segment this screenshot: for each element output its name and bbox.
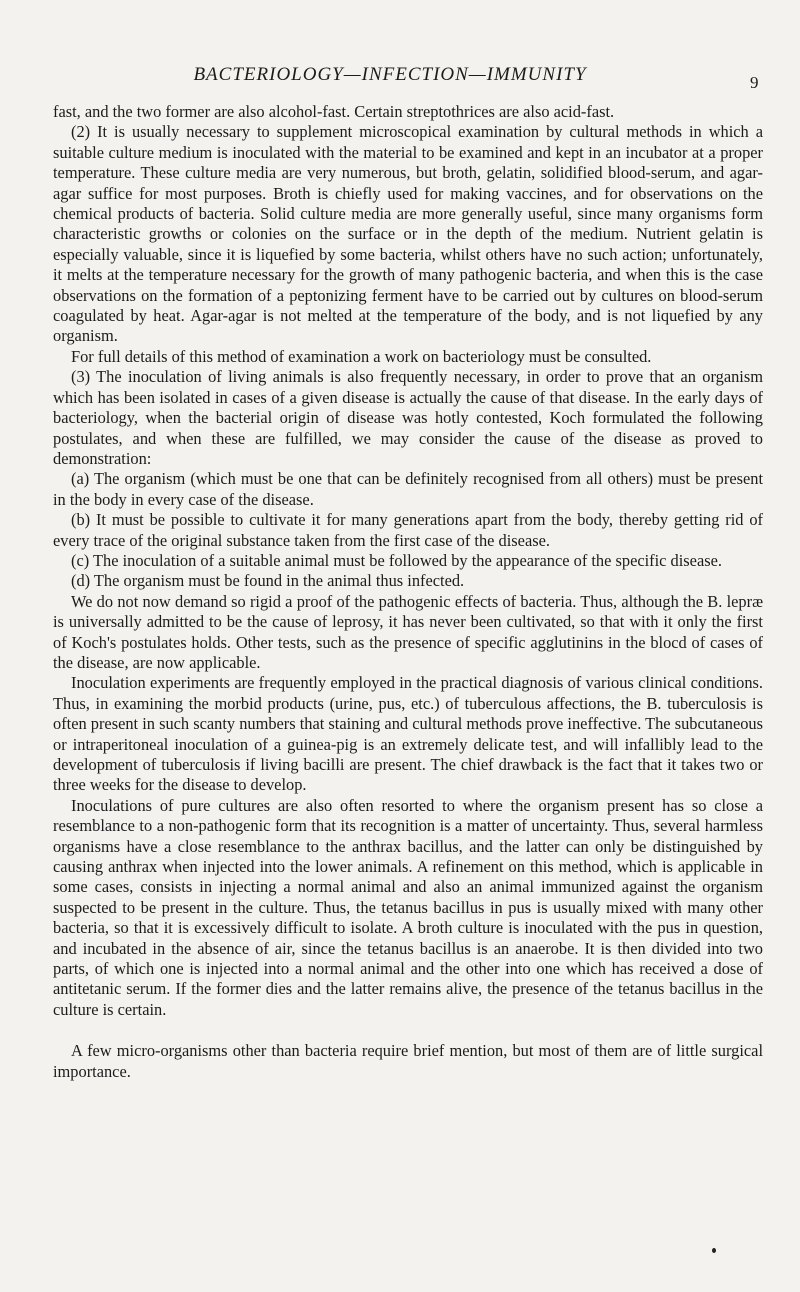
paragraph: (d) The organism must be found in the animal thus infected.: [71, 571, 465, 591]
running-head: BACTERIOLOGY—INFECTION—IMMUNITY: [193, 64, 587, 85]
body-text: [53, 102, 763, 1082]
print-speck: [712, 1248, 716, 1253]
paragraph: fast, and the two former are also alcohol-fast. Certain streptothrices are also acid-fast.: [53, 102, 615, 121]
paragraph: For full details of this method of examination a work on bacteriology must be consulted.: [71, 346, 652, 366]
paragraph: (2) It is usually necessary to supplement microscopical examination by cultural methods in which a suitable culture medium is inoculated with the material to be examined and kept in an incubator at a proper temperature. These culture media are very numerous, but broth, gelatin, solidified blood-serum, and agar-agar suffice for most purposes. Broth is chiefly used for making vaccines, and for observations on the chemical products of bacteria. Solid culture media are more generally useful, since many organisms form characteristic growths or colonies on the surface or in the depth of the medium. Nutrient gelatin is especially valuable, since it is liquefied by some bacteria, whilst others have no such action; unfortunately, it melts at the temperature necessary for the growth of many pathogenic bacteria, and when this is the case observations on the formation of a peptonizing ferment have to be carried out by cultures on blood-serum coagulated by heat. Agar-agar is not melted at the temperature of the body, and is not liquefied by any organism.: [53, 122, 763, 346]
paragraph: We do not now demand so rigid a proof of the pathogenic effects of bacteria. Thus, although the B. lepræ is universally admitted to be the cause of leprosy, it has never been cultivated, so that with it only the first of Koch's postulates holds. Other tests, such as the presence of specific agglutinins in the blocd of cases of the disease, are now applicable.: [53, 591, 763, 672]
paragraph: (b) It must be possible to cultivate it for many generations apart from the body, thereby getting rid of every trace of the original substance taken from the first case of the disease.: [53, 510, 763, 550]
paragraph: Inoculations of pure cultures are also often resorted to where the organism present has so close a resemblance to a non-pathogenic form that its recognition is a matter of uncertainty. Thus, several harmless organisms have a close resemblance to the anthrax bacillus, and the latter can only be distinguished by causing anthrax when injected into the lower animals. A refinement on this method, which is applicable in some cases, consists in injecting a normal animal and also an animal immunized against the organism suspected to be present in the culture. Thus, the tetanus bacillus in pus is usually mixed with many other bacteria, so that it is excessively difficult to isolate. A broth culture is inoculated with the pus in question, and incubated in the absence of air, since the tetanus bacillus is an anaerobe. It is then divided into two parts, of which one is injected into a normal animal and the other into one which has received a dose of antitetanic serum. If the former dies and the latter remains alive, the presence of the tetanus bacillus in the culture is certain.: [53, 795, 763, 1019]
paragraph: (c) The inoculation of a suitable animal must be followed by the appearance of the specific disease.: [71, 550, 722, 570]
paragraph: Inoculation experiments are frequently employed in the practical diagnosis of various clinical conditions. Thus, in examining the morbid products (urine, pus, etc.) of tuberculous affections, the B. tuberculosis is often present in such scanty numbers that staining and cultural methods prove ineffective. The subcutaneous or intraperitoneal inoculation of a guinea-pig is an extremely delicate test, and will infallibly lead to the development of tuberculosis if living bacilli are present. The chief drawback is the fact that it takes two or three weeks for the disease to develop.: [53, 673, 763, 795]
paragraph: (3) The inoculation of living animals is also frequently necessary, in order to prove that an organism which has been isolated in cases of a given disease is actually the cause of that disease. In the early days of bacteriology, when the bacterial origin of disease was hotly contested, Koch formulated the following postulates, and when these are fulfilled, we may consider the cause of the disease as proved to demonstration:: [53, 367, 763, 468]
paragraph: (a) The organism (which must be one that can be definitely recognised from all others) must be present in the body in every case of the disease.: [53, 469, 763, 509]
paragraph: A few micro-organisms other than bacteria require brief mention, but most of them are of little surgical importance.: [53, 1041, 763, 1081]
page-number: 9: [750, 73, 759, 92]
